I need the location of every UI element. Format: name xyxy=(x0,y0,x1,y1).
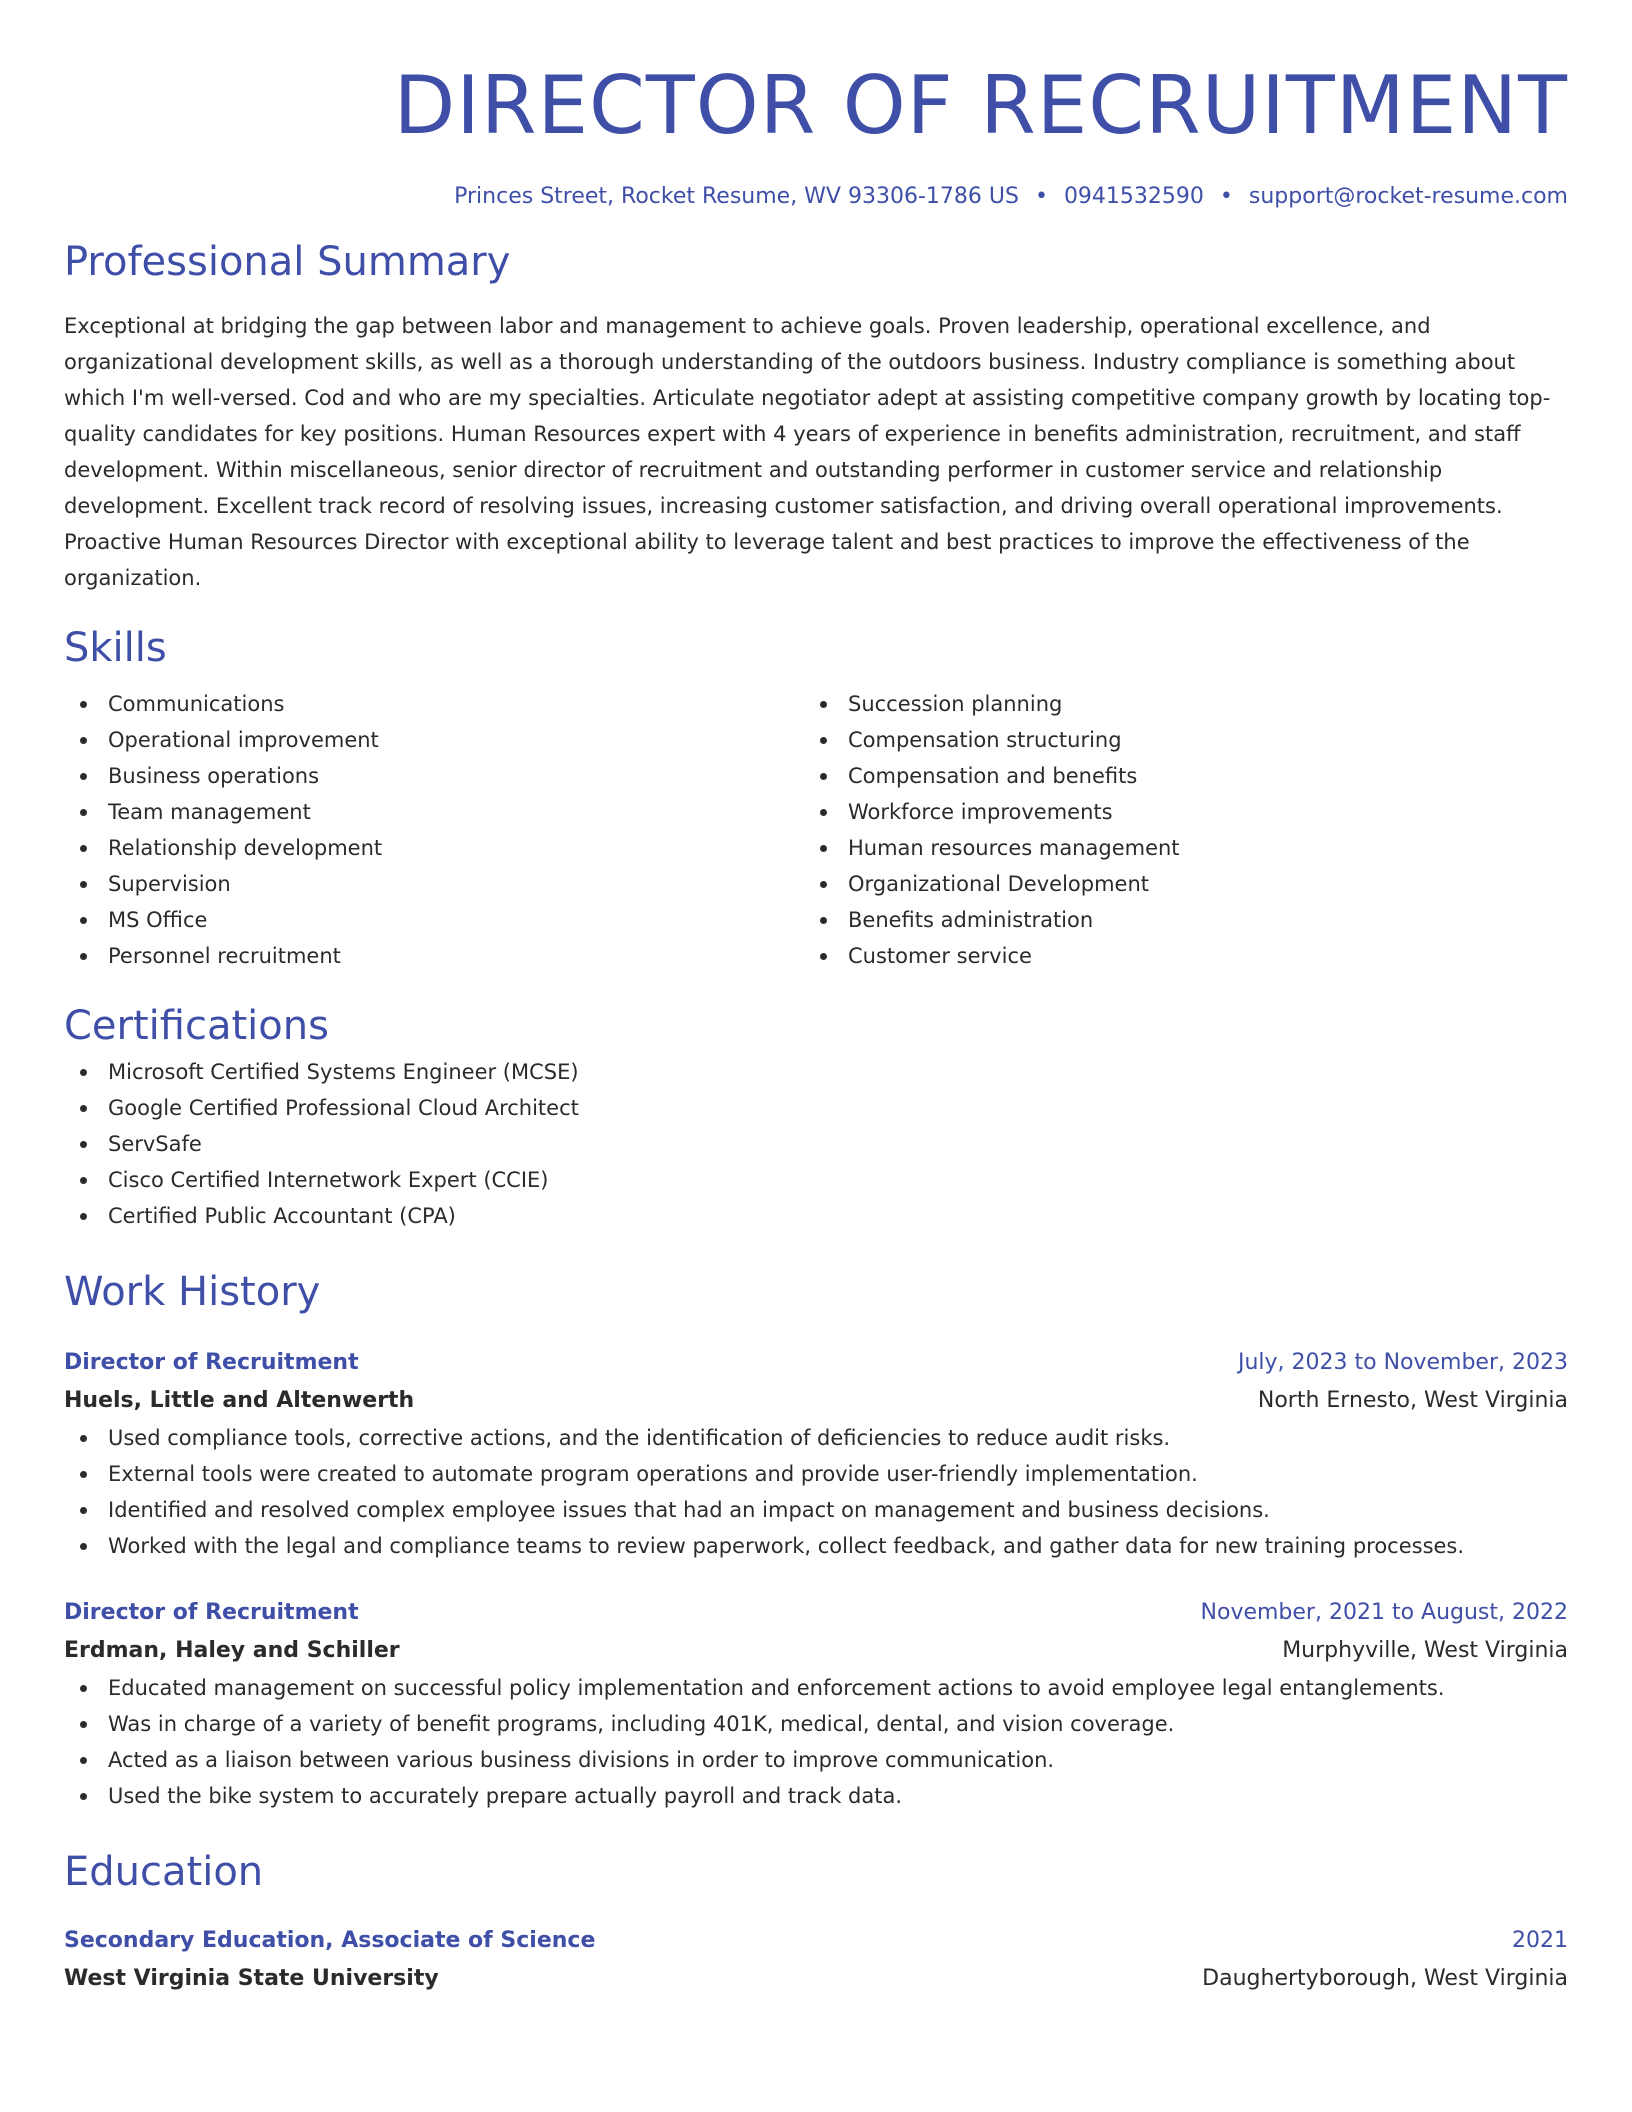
section-heading-skills: Skills xyxy=(64,625,167,671)
skill-item: Organizational Development xyxy=(804,866,1544,902)
job-bullet: Used the bike system to accurately prepare actually payroll and track data. xyxy=(64,1778,1568,1814)
skill-item: Workforce improvements xyxy=(804,794,1544,830)
skills-section xyxy=(64,620,1568,974)
certification-item: Certified Public Accountant (CPA) xyxy=(64,1198,1568,1234)
skill-item: Business operations xyxy=(64,758,804,794)
skill-item: Operational improvement xyxy=(64,722,804,758)
skill-item: Human resources management xyxy=(804,830,1544,866)
section-heading-education: Education xyxy=(64,1849,264,1895)
professional-summary-section xyxy=(64,234,1568,596)
job-dates: July, 2023 to November, 2023 xyxy=(1237,1350,1568,1375)
work-history-section xyxy=(64,1264,1568,1814)
job-bullet: Acted as a liaison between various business divisions in order to improve communication. xyxy=(64,1742,1568,1778)
education-school: West Virginia State University xyxy=(64,1966,439,1991)
job-company-row xyxy=(64,1382,1568,1420)
job-dates: November, 2021 to August, 2022 xyxy=(1200,1600,1568,1625)
job-company: Erdman, Haley and Schiller xyxy=(64,1638,400,1663)
section-heading-summary: Professional Summary xyxy=(64,239,511,285)
job-bullet: Used compliance tools, corrective actions, and the identification of deficiencies to reduce audit risks. xyxy=(64,1420,1568,1456)
job-title: Director of Recruitment xyxy=(64,1350,359,1375)
education-school-row xyxy=(64,1960,1568,1998)
skills-columns xyxy=(64,686,1568,974)
job-location: North Ernesto, West Virginia xyxy=(1257,1388,1568,1413)
skill-item: Customer service xyxy=(804,938,1544,974)
contact-phone: 0941532590 xyxy=(1063,184,1204,209)
education-entry xyxy=(64,1922,1568,1998)
skill-item: Benefits administration xyxy=(804,902,1544,938)
contact-email: support@rocket-resume.com xyxy=(1248,184,1568,209)
certifications-list xyxy=(64,1054,1568,1234)
resume-title: DIRECTOR OF RECRUITMENT xyxy=(393,59,1568,152)
section-heading-certifications: Certifications xyxy=(64,1003,329,1049)
skills-column-left xyxy=(64,686,804,974)
job-bullet-list xyxy=(64,1420,1568,1564)
job-header-row xyxy=(64,1594,1568,1632)
skills-column-right xyxy=(804,686,1544,974)
certification-item: Google Certified Professional Cloud Architect xyxy=(64,1090,1568,1126)
job-bullet: External tools were created to automate program operations and provide user-friendly implementation. xyxy=(64,1456,1568,1492)
summary-text: Exceptional at bridging the gap between labor and management to achieve goals. Proven leadership, operational excellence, and organizational development skills, as well as a thorough understanding of the outdoors business. Industry compliance is something about which I'm well-versed. Cod and who are my specialties. Articulate negotiator adept at assisting competitive company growth by locating top-quality candidates for key positions. Human Resources expert with 4 years of experience in benefits administration, recruitment, and staff development. Within miscellaneous, senior director of recruitment and outstanding performer in customer service and relationship development. Excellent track record of resolving issues, increasing customer satisfaction, and driving overall operational improvements. Proactive Human Resources Director with exceptional ability to leverage talent and best practices to improve the effectiveness of the organization. xyxy=(64,314,1551,590)
skills-list-right xyxy=(804,686,1544,974)
skill-item: Relationship development xyxy=(64,830,804,866)
contact-separator: • xyxy=(1219,184,1233,209)
skill-item: Supervision xyxy=(64,866,804,902)
skill-item: Succession planning xyxy=(804,686,1544,722)
job-location: Murphyville, West Virginia xyxy=(1282,1638,1568,1663)
skills-list-left xyxy=(64,686,804,974)
job-bullet: Was in charge of a variety of benefit programs, including 401K, medical, dental, and vision coverage. xyxy=(64,1706,1568,1742)
job-header-row xyxy=(64,1344,1568,1382)
certifications-section xyxy=(64,998,1568,1234)
skill-item: Communications xyxy=(64,686,804,722)
job-bullet: Worked with the legal and compliance teams to review paperwork, collect feedback, and gather data for new training processes. xyxy=(64,1528,1568,1564)
contact-separator: • xyxy=(1034,184,1048,209)
resume-header xyxy=(64,56,1568,212)
education-year: 2021 xyxy=(1512,1928,1568,1953)
job-company: Huels, Little and Altenwerth xyxy=(64,1388,415,1413)
certification-item: ServSafe xyxy=(64,1126,1568,1162)
skill-item: Compensation structuring xyxy=(804,722,1544,758)
education-section xyxy=(64,1844,1568,1998)
skill-item: Compensation and benefits xyxy=(804,758,1544,794)
contact-line xyxy=(64,182,1568,212)
job-bullet-list xyxy=(64,1670,1568,1814)
skill-item: Personnel recruitment xyxy=(64,938,804,974)
certification-item: Microsoft Certified Systems Engineer (MCSE) xyxy=(64,1054,1568,1090)
job-bullet: Educated management on successful policy implementation and enforcement actions to avoid employee legal entanglements. xyxy=(64,1670,1568,1706)
contact-address: Princes Street, Rocket Resume, WV 93306-1786 US xyxy=(454,184,1019,209)
job-company-row xyxy=(64,1632,1568,1670)
skill-item: MS Office xyxy=(64,902,804,938)
education-header-row xyxy=(64,1922,1568,1960)
education-degree: Secondary Education, Associate of Science xyxy=(64,1928,596,1953)
job-entry xyxy=(64,1594,1568,1814)
certification-item: Cisco Certified Internetwork Expert (CCIE) xyxy=(64,1162,1568,1198)
job-title: Director of Recruitment xyxy=(64,1600,359,1625)
section-heading-work-history: Work History xyxy=(64,1269,321,1315)
job-entry xyxy=(64,1344,1568,1564)
job-bullet: Identified and resolved complex employee issues that had an impact on management and business decisions. xyxy=(64,1492,1568,1528)
education-location: Daughertyborough, West Virginia xyxy=(1202,1966,1568,1991)
skill-item: Team management xyxy=(64,794,804,830)
